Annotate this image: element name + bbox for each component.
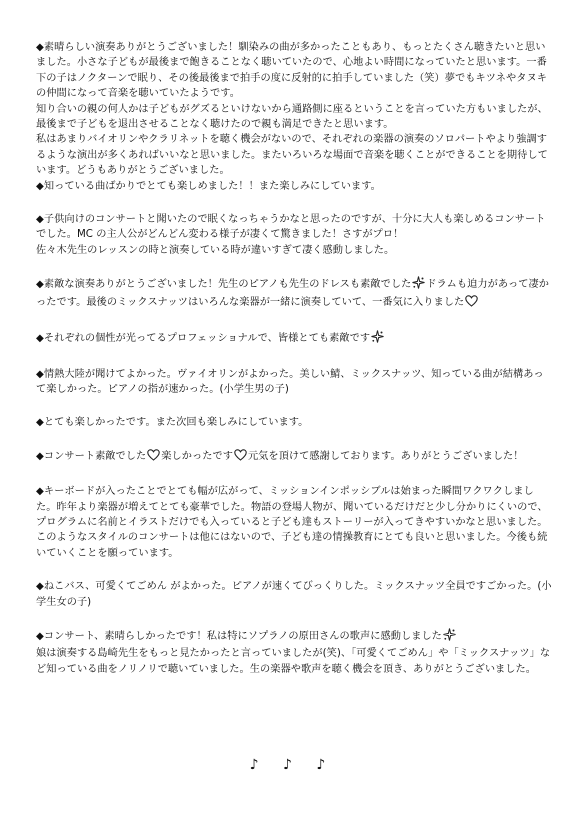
comment-block (36, 628, 552, 677)
comment-paragraph: ◆コンサート、素晴らしかったです！私は特にソプラノの原田さんの歌声に感動しました (36, 628, 552, 646)
comment-block (36, 449, 552, 466)
comment-block (36, 212, 552, 258)
sparkle-icon (412, 276, 425, 294)
comment-paragraph: ◆キーボードが入ったことでとても幅が広がって、ミッションインポッシブルは始まった瞬間ワクワクしました。昨年より楽器が増えてとても豪華でした。物語の登場人物が、聞いているだけだと少し分かりにくいので、プログラムに名前とイラストだけでも入っていると子ども達もストーリーが入ってきやすいかなと思いました。このようなスタイルのコンサートは他にはないので、子ども達の情操教育にとても良いと思いました。今後も続いていくことを願っています。 (36, 486, 548, 559)
comment-paragraph: 佐々木先生のレッスンの時と演奏している時が違いすぎて凄く感動しました。 (36, 244, 395, 256)
comment-block (36, 40, 552, 194)
comment-paragraph: ◆子供向けのコンサートと聞いたので眠くなっちゃうかなと思ったのですが、十分に大人も楽しめるコンサートでした。MC の主人公がどんどん変わる様子が凄くて驚きました！さすがプロ！ (36, 214, 546, 241)
comment-paragraph: ◆ねこバス、可愛くてごめん がよかった。ピアノが速くてびっくりした。ミックスナッツ全員ですごかった。(小学生女の子) (36, 581, 552, 608)
comment-paragraph: 知り合いの親の何人かは子どもがグズるといけないから通路側に座るということを言っていた方もいましたが、最後まで子どもを退出させることなく聴けたので親も満足できたと思います。 (36, 103, 548, 131)
comment-paragraph: 娘は演奏する島崎先生をもっと見たかったと言っていましたが(笑)、「可愛くてごめん」や「ミックスナッツ」など知っている曲をノリノリで聴いていました。生の楽器や歌声を聴く機会を頂き、ありがとうございました。 (36, 648, 551, 675)
sparkle-icon (443, 628, 456, 646)
comment-block (36, 330, 552, 348)
sparkle-icon (371, 330, 384, 348)
comment-block (36, 367, 552, 398)
comment-block (36, 484, 552, 561)
comment-paragraph: 私はあまりバイオリンやクラリネットを聴く機会がないので、それぞれの楽器の演奏のソロパートやより強調するような演出が多くあればいいなと思いました。またいろいろな場面で音楽を聴くことができることを期待しています。どうもありがとうございました。 (36, 134, 548, 177)
comment-paragraph: ◆情熱大陸が聞けてよかった。ヴァイオリンがよかった。美しい鯖、ミックスナッツ、知っている曲が結構あって楽しかった。ピアノの指が速かった。(小学生男の子) (36, 368, 544, 395)
document-body (36, 40, 552, 695)
comment-block (36, 276, 552, 312)
comment-paragraph: ◆知っている曲ばかりでとても楽しめました！！また楽しみにしています。 (36, 180, 381, 192)
comment-block (36, 579, 552, 610)
heart-outline-icon (147, 449, 160, 466)
comment-paragraph: ◆それぞれの個性が光ってるプロフェッショナルで、皆様とても素敵です (36, 330, 552, 348)
heart-outline-icon (234, 449, 247, 466)
comment-block (36, 415, 552, 430)
comment-paragraph: ◆素晴らしい演奏ありがとうございました！馴染みの曲が多かったこともあり、もっとたくさん聴きたいと思いました。小さな子どもが最後まで飽きることなく聴いていたので、心地よい時間になっていたと思います。一番下の子はノクターンで眠り、その後最後まで拍手の度に反射的に拍手していました（笑）夢でもキツネやタヌキの仲間になって音楽を聴いていたようです。 (36, 42, 547, 100)
comment-paragraph: ◆コンサート素敵でした 楽しかったです 元気を頂けて感謝しております。ありがとうございました！ (36, 449, 552, 466)
comment-paragraph: ◆とても楽しかったです。また次回も楽しみにしています。 (36, 417, 309, 429)
heart-outline-icon (465, 295, 478, 312)
comment-paragraph: ◆素敵な演奏ありがとうございました！先生のピアノも先生のドレスも素敵でした ドラムも迫力があって凄かったです。最後のミックスナッツはいろんな楽器が一緒に演奏していて、一番気に入りました (36, 276, 552, 312)
music-notes-ornament: ♪ ♪ ♪ (249, 757, 336, 773)
